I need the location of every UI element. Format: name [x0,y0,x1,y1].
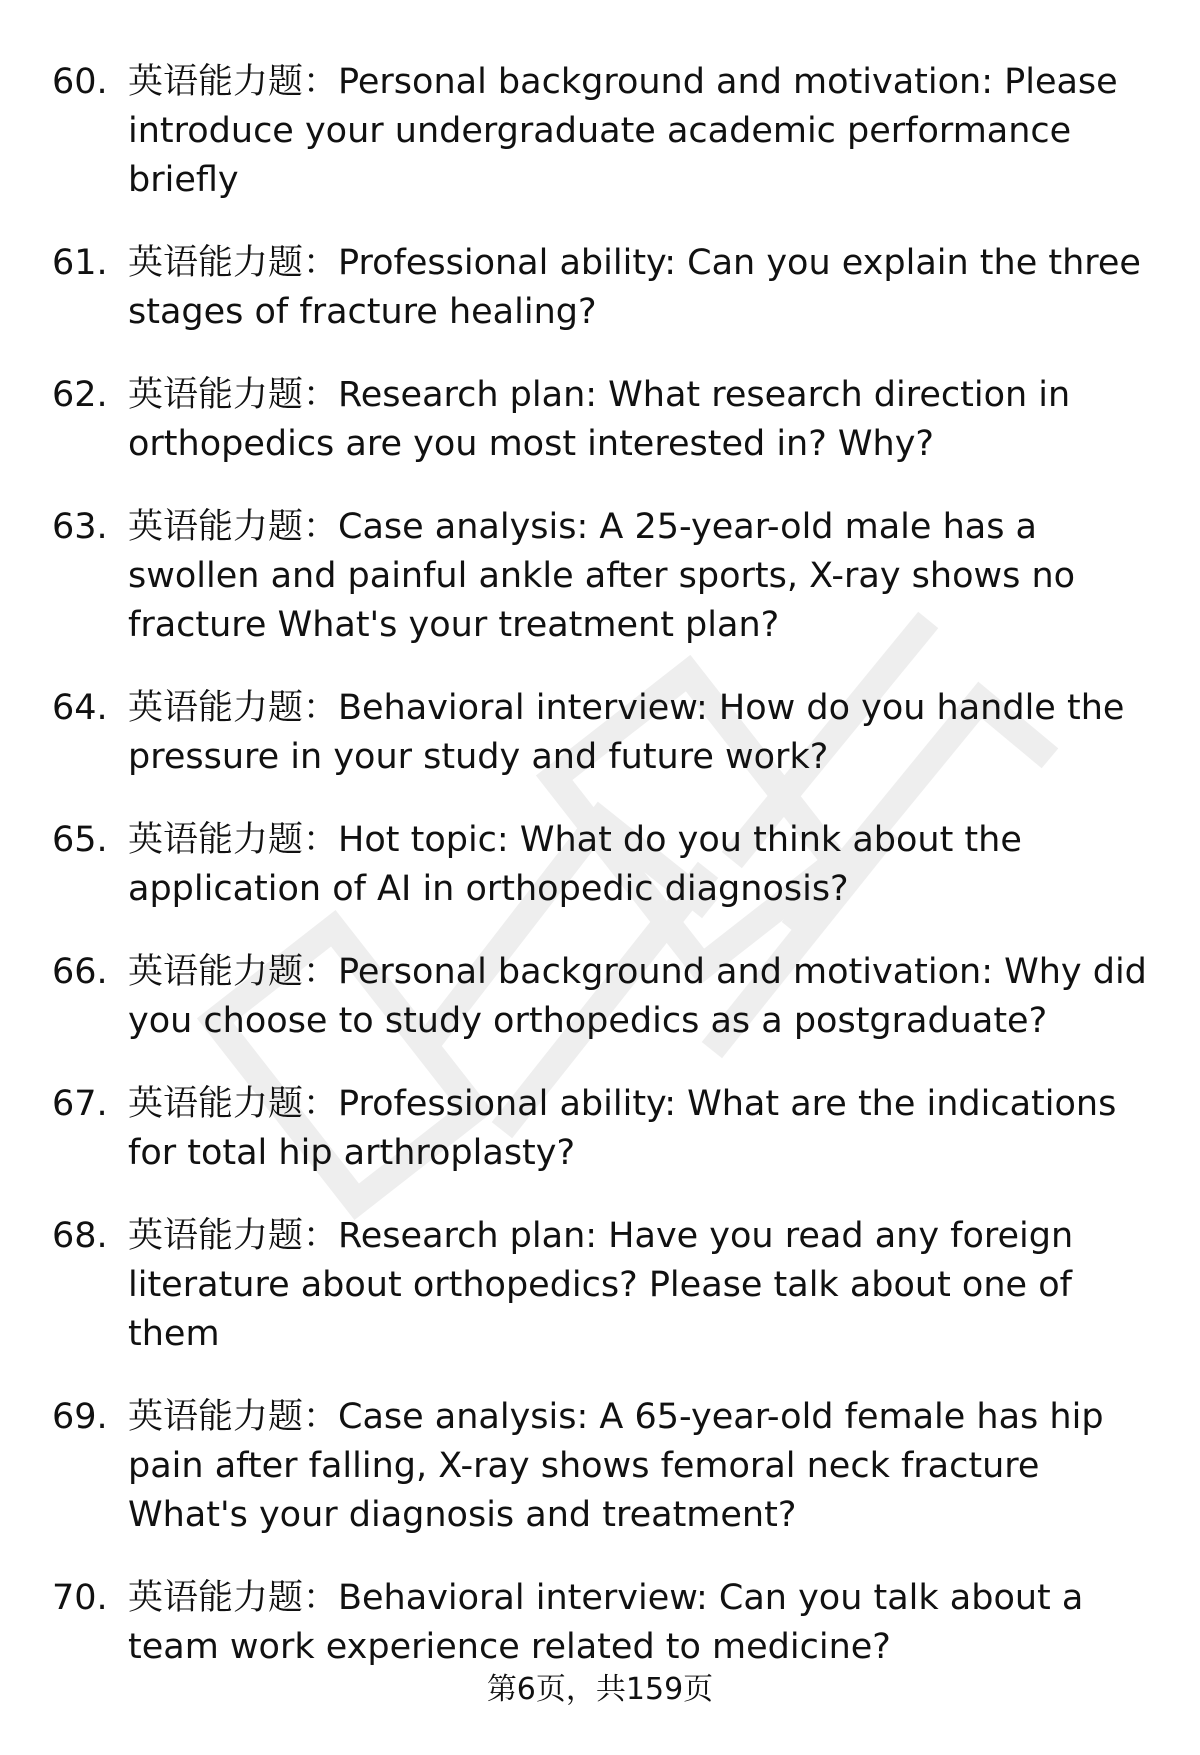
question-item [52,1574,1162,1672]
question-body [128,58,1162,205]
question-text: Personal background and motivation: Please introduce your undergraduate academic performance briefly [128,62,1118,200]
page-footer: 第6页，共159页 [486,1672,714,1707]
question-body [128,239,1162,337]
question-text: Behavioral interview: Can you talk about a team work experience related to medicine? [128,1578,1084,1667]
question-text: Case analysis: A 65-year-old female has hip pain after falling, X-ray shows femoral neck fracture What's your diagnosis and treatment? [128,1397,1104,1535]
question-item [52,58,1162,205]
question-body [128,948,1162,1046]
question-text: Research plan: What research direction in orthopedics are you most interested in? Why? [128,375,1071,464]
question-body [128,1574,1162,1672]
question-number: 60. [52,62,108,102]
question-body [128,1212,1162,1359]
question-body [128,503,1162,650]
question-text: Professional ability: Can you explain the three stages of fracture healing? [128,243,1141,332]
question-item [52,239,1162,337]
question-category: 英语能力题： [128,1216,339,1256]
question-category: 英语能力题： [128,507,339,547]
question-number: 63. [52,507,108,547]
question-number: 61. [52,243,108,283]
question-text: Hot topic: What do you think about the application of AI in orthopedic diagnosis? [128,820,1022,909]
question-body [128,816,1162,914]
question-category: 英语能力题： [128,688,339,728]
question-number: 62. [52,375,108,415]
question-number: 68. [52,1216,108,1256]
question-category: 英语能力题： [128,62,339,102]
question-number: 66. [52,952,108,992]
question-category: 英语能力题： [128,1084,339,1124]
question-item [52,1393,1162,1540]
question-category: 英语能力题： [128,1397,339,1437]
question-item [52,1212,1162,1359]
question-item [52,684,1162,782]
question-category: 英语能力题： [128,820,339,860]
question-text: Professional ability: What are the indications for total hip arthroplasty? [128,1084,1117,1173]
question-item [52,1080,1162,1178]
question-body [128,684,1162,782]
question-body [128,1080,1162,1178]
question-text: Research plan: Have you read any foreign literature about orthopedics? Please talk about one of them [128,1216,1074,1354]
question-category: 英语能力题： [128,243,339,283]
question-number: 65. [52,820,108,860]
question-body [128,371,1162,469]
question-list [52,58,1162,1706]
question-number: 67. [52,1084,108,1124]
question-text: Behavioral interview: How do you handle the pressure in your study and future work? [128,688,1125,777]
question-category: 英语能力题： [128,952,339,992]
question-item [52,816,1162,914]
question-item [52,371,1162,469]
question-body [128,1393,1162,1540]
question-number: 69. [52,1397,108,1437]
question-item [52,948,1162,1046]
question-category: 英语能力题： [128,1578,339,1618]
question-category: 英语能力题： [128,375,339,415]
question-item [52,503,1162,650]
question-number: 64. [52,688,108,728]
question-text: Personal background and motivation: Why did you choose to study orthopedics as a postgraduate? [128,952,1147,1041]
question-text: Case analysis: A 25-year-old male has a swollen and painful ankle after sports, X-ray shows no fracture What's your treatment plan? [128,507,1076,645]
question-number: 70. [52,1578,108,1618]
